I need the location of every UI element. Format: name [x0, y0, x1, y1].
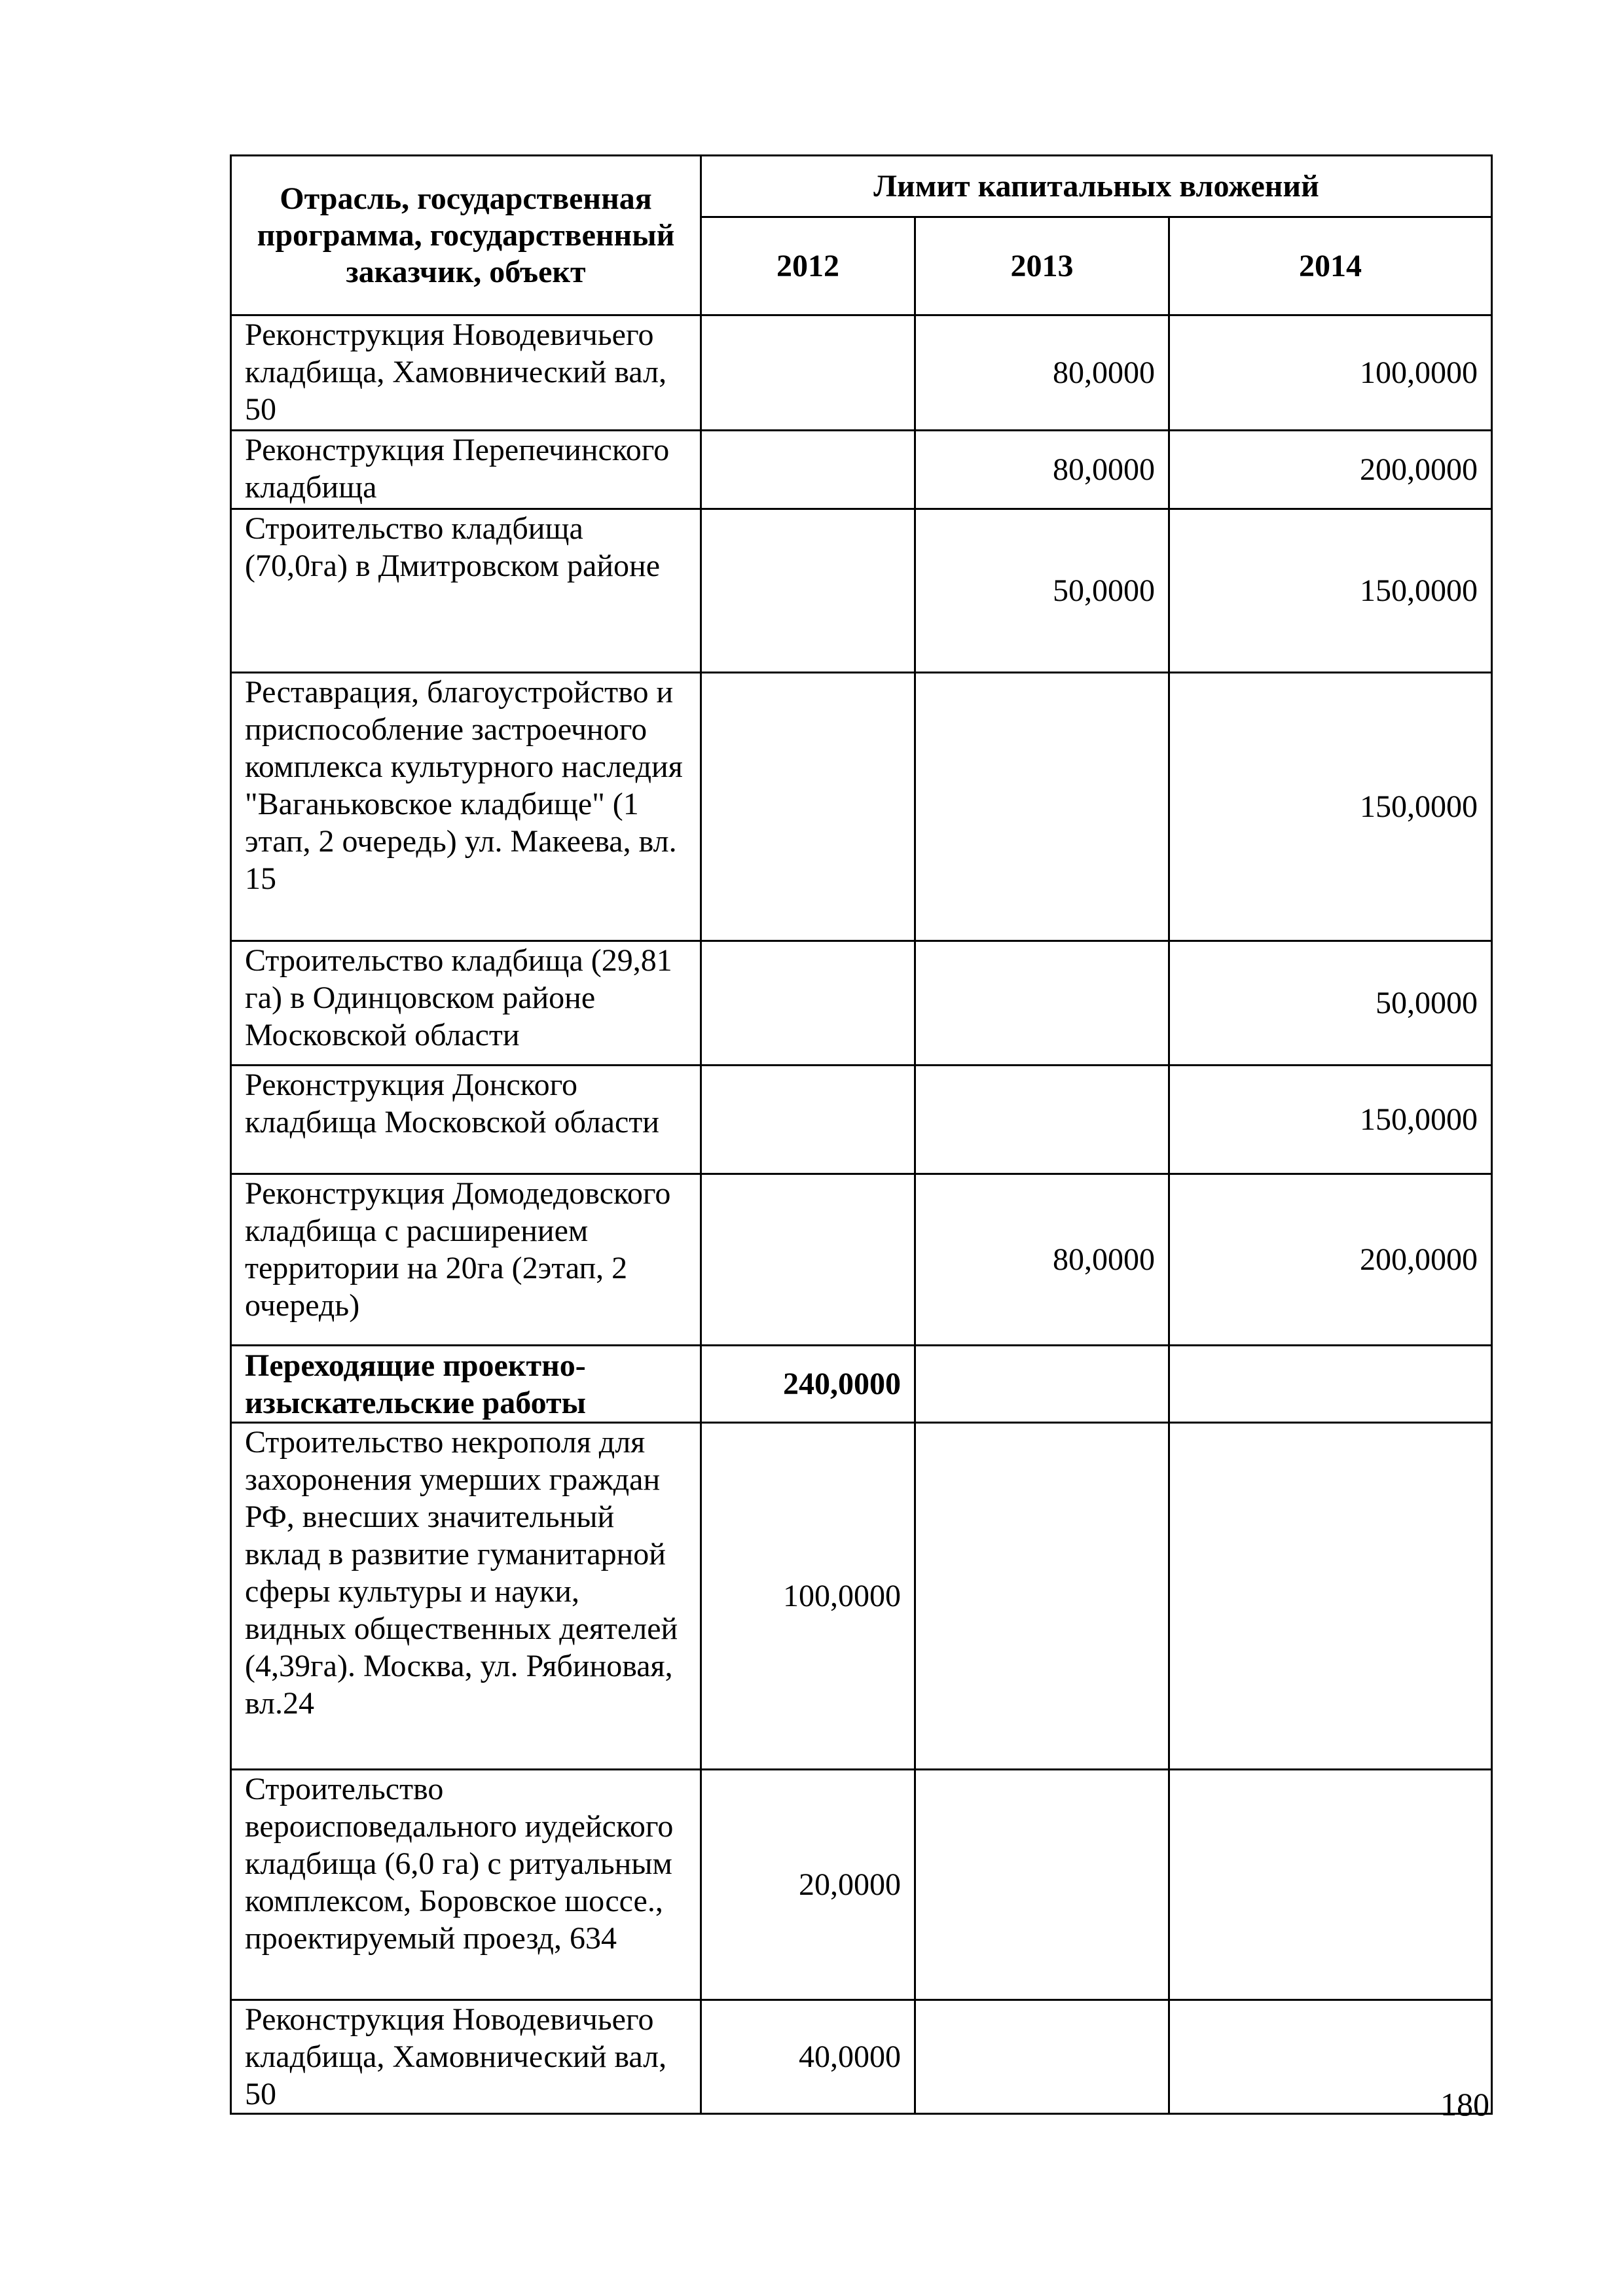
row-value-2014: 150,0000 [1169, 509, 1492, 673]
row-value-2013 [915, 673, 1169, 941]
row-value-2012 [701, 941, 915, 1066]
row-value-2014: 50,0000 [1169, 941, 1492, 1066]
row-value-2012: 240,0000 [701, 1346, 915, 1423]
row-value-2014 [1169, 1770, 1492, 2000]
row-value-2013 [915, 1346, 1169, 1423]
row-value-2012 [701, 315, 915, 431]
row-object-name: Строительство кладбища (29,81 га) в Одинцовском районе Московской области [231, 941, 701, 1066]
table-row [231, 509, 1492, 673]
row-object-name: Строительство кладбища (70,0га) в Дмитровском районе [231, 509, 701, 673]
table-body [231, 315, 1492, 2114]
row-value-2014 [1169, 1423, 1492, 1770]
row-value-2013 [915, 2000, 1169, 2114]
row-value-2014 [1169, 1346, 1492, 1423]
table-row [231, 1770, 1492, 2000]
row-value-2012 [701, 509, 915, 673]
table-row [231, 2000, 1492, 2114]
row-value-2012 [701, 673, 915, 941]
row-value-2012: 40,0000 [701, 2000, 915, 2114]
row-value-2014: 200,0000 [1169, 1174, 1492, 1346]
row-object-name: Строительство некрополя для захоронения умерших граждан РФ, внесших значительный вклад в развитие гуманитарной сферы культуры и науки, видных общественных деятелей (4,39га). Москва, ул. Рябиновая, вл.24 [231, 1423, 701, 1770]
row-value-2012: 100,0000 [701, 1423, 915, 1770]
row-value-2012 [701, 1174, 915, 1346]
row-object-name: Реставрация, благоустройство и приспособление застроечного комплекса культурного наследия "Ваганьковское кладбище" (1 этап, 2 очередь) ул. Макеева, вл. 15 [231, 673, 701, 941]
table-row [231, 1346, 1492, 1423]
capital-investment-table [230, 154, 1493, 2115]
row-value-2013: 80,0000 [915, 1174, 1169, 1346]
row-object-name: Переходящие проектно-изыскательские работы [231, 1346, 701, 1423]
row-value-2013 [915, 941, 1169, 1066]
table-row [231, 1423, 1492, 1770]
row-value-2014: 200,0000 [1169, 431, 1492, 509]
row-object-name: Реконструкция Домодедовского кладбища с расширением территории на 20га (2этап, 2 очередь) [231, 1174, 701, 1346]
row-value-2012 [701, 1066, 915, 1174]
page-number: 180 [1440, 2086, 1489, 2123]
row-value-2013 [915, 1066, 1169, 1174]
header-year-2014: 2014 [1169, 217, 1492, 315]
table-row [231, 1174, 1492, 1346]
row-value-2014: 150,0000 [1169, 1066, 1492, 1174]
row-value-2014: 150,0000 [1169, 673, 1492, 941]
row-object-name: Реконструкция Донского кладбища Московской области [231, 1066, 701, 1174]
row-value-2013 [915, 1423, 1169, 1770]
row-object-name: Реконструкция Новодевичьего кладбища, Хамовнический вал, 50 [231, 2000, 701, 2114]
row-object-name: Строительство вероисповедального иудейского кладбища (6,0 га) с ритуальным комплексом, Боровское шоссе., проектируемый проезд, 634 [231, 1770, 701, 2000]
table-header [231, 156, 1492, 315]
row-value-2013: 80,0000 [915, 431, 1169, 509]
table-row [231, 1066, 1492, 1174]
row-object-name: Реконструкция Новодевичьего кладбища, Хамовнический вал, 50 [231, 315, 701, 431]
table-row [231, 315, 1492, 431]
header-name-column: Отрасль, государственная программа, государственный заказчик, объект [231, 156, 701, 315]
header-investment-limit: Лимит капитальных вложений [701, 156, 1492, 217]
table-row [231, 431, 1492, 509]
row-value-2012 [701, 431, 915, 509]
table-row [231, 941, 1492, 1066]
header-year-2012: 2012 [701, 217, 915, 315]
row-value-2013: 50,0000 [915, 509, 1169, 673]
row-value-2014: 100,0000 [1169, 315, 1492, 431]
table-row [231, 673, 1492, 941]
row-value-2013 [915, 1770, 1169, 2000]
header-year-2013: 2013 [915, 217, 1169, 315]
row-value-2012: 20,0000 [701, 1770, 915, 2000]
row-object-name: Реконструкция Перепечинского кладбища [231, 431, 701, 509]
row-value-2013: 80,0000 [915, 315, 1169, 431]
